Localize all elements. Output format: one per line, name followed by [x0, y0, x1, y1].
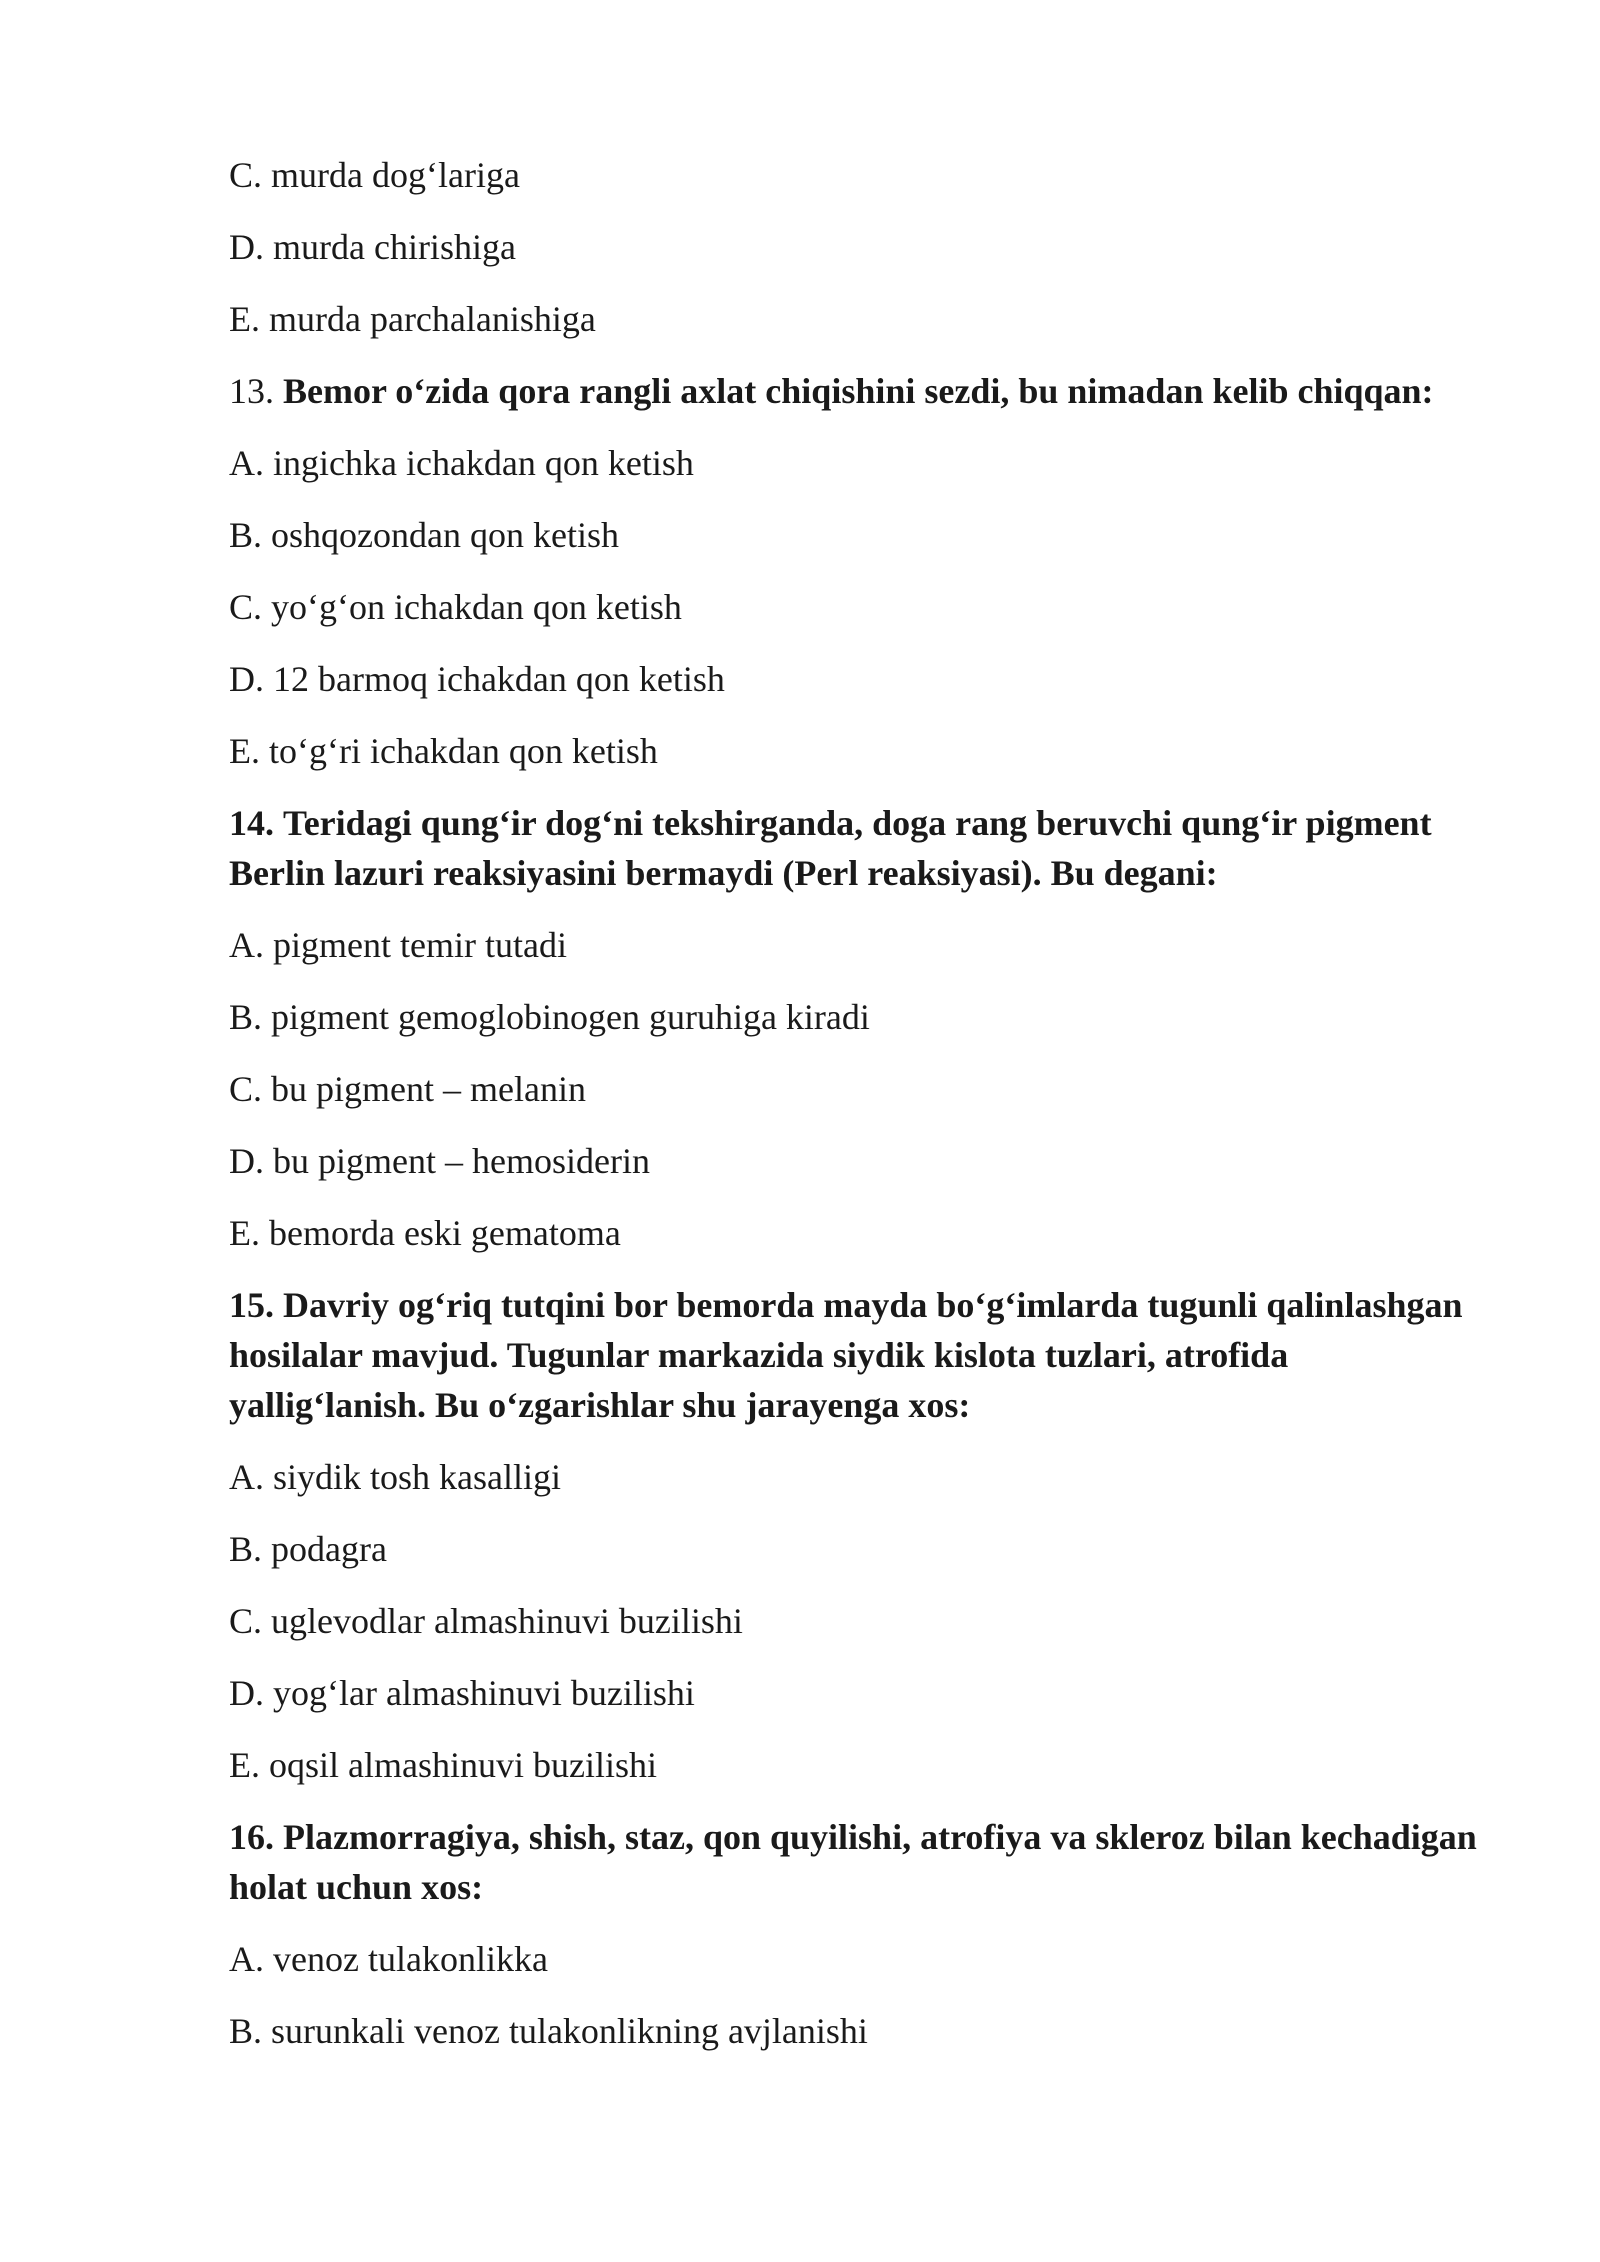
answer-option: B. oshqozondan qon ketish — [229, 515, 619, 555]
answer-option: E. murda parchalanishiga — [229, 299, 596, 339]
answer-option: A. siydik tosh kasalligi — [229, 1457, 561, 1497]
answer-option: D. 12 barmoq ichakdan qon ketish — [229, 659, 725, 699]
answer-option: C. murda dog‘lariga — [229, 155, 520, 195]
question-text: Teridagi qung‘ir dog‘ni tekshirganda, doga rang beruvchi qung‘ir pigment Berlin lazuri reaksiyasini bermaydi (Perl reaksiyasi). Bu degani: — [229, 803, 1432, 893]
answer-option: C. bu pigment – melanin — [229, 1069, 586, 1109]
answer-option: D. bu pigment – hemosiderin — [229, 1141, 650, 1181]
question-13 — [229, 366, 1489, 416]
answer-option: B. podagra — [229, 1529, 387, 1569]
question-16 — [229, 1812, 1489, 1912]
answer-option: D. yog‘lar almashinuvi buzilishi — [229, 1673, 695, 1713]
answer-option: B. surunkali venoz tulakonlikning avjlanishi — [229, 2011, 868, 2051]
answer-option: A. ingichka ichakdan qon ketish — [229, 443, 694, 483]
answer-option: E. to‘g‘ri ichakdan qon ketish — [229, 731, 658, 771]
answer-option: A. pigment temir tutadi — [229, 925, 567, 965]
answer-option: C. yo‘g‘on ichakdan qon ketish — [229, 587, 682, 627]
question-text: Bemor o‘zida qora rangli axlat chiqishini sezdi, bu nimadan kelib chiqqan: — [283, 371, 1434, 411]
answer-option: A. venoz tulakonlikka — [229, 1939, 548, 1979]
document-body — [229, 150, 1489, 2078]
answer-option: D. murda chirishiga — [229, 227, 516, 267]
question-text: Plazmorragiya, shish, staz, qon quyilishi, atrofiya va skleroz bilan kechadigan holat uchun xos: — [229, 1817, 1477, 1907]
answer-option: B. pigment gemoglobinogen guruhiga kiradi — [229, 997, 870, 1037]
question-14 — [229, 798, 1489, 898]
question-text: Davriy og‘riq tutqini bor bemorda mayda bo‘g‘imlarda tugunli qalinlashgan hosilalar mavjud. Tugunlar markazida siydik kislota tuzlari, atrofida yallig‘lanish. Bu o‘zgarishlar shu jarayenga xos: — [229, 1285, 1463, 1425]
question-number: 14. — [229, 803, 274, 843]
question-15 — [229, 1280, 1489, 1430]
answer-option: E. bemorda eski gematoma — [229, 1213, 621, 1253]
answer-option: C. uglevodlar almashinuvi buzilishi — [229, 1601, 743, 1641]
question-number: 13. — [229, 371, 274, 411]
question-number: 16. — [229, 1817, 274, 1857]
answer-option: E. oqsil almashinuvi buzilishi — [229, 1745, 657, 1785]
question-number: 15. — [229, 1285, 274, 1325]
